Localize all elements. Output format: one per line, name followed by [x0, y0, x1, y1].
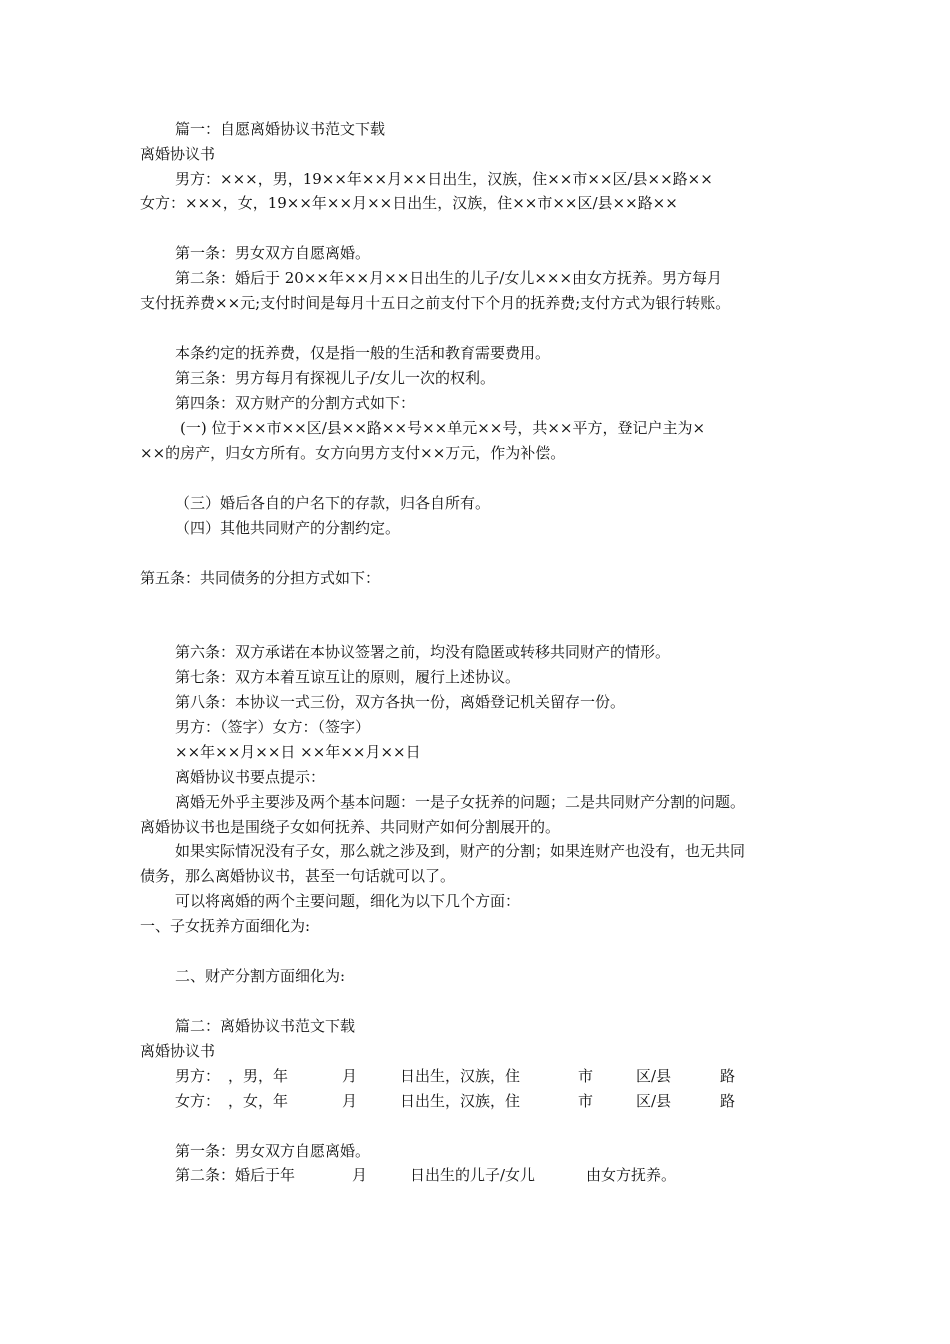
part1-female-info: 女方：×××，女，19××年××月××日出生，汉族，住××市××区/县××路××	[140, 194, 678, 212]
part1-article-1: 第一条：男女双方自愿离婚。	[175, 244, 371, 262]
document-page: 篇一：自愿离婚协议书范文下载 离婚协议书 男方：×××，男，19××年××月××日出生，汉族，住××市××区/县××路×× 女方：×××，女，19××年××月××日出生，汉族，住××市××区/县××路×× 第一条：男女双方自愿离婚。 第二条：婚后于 20××年××月××日出生的儿子/女儿×××由女方抚养。男方每月 支付抚养费××元;支付时间是每月十五日之前支付下个月的抚养费;支付方式为银行转账。 本条约定的抚养费，仅是指一般的生活和教育需要费用。 第三条：男方每月有探视儿子/女儿一次的权利。 第四条：双方财产的分割方式如下： (一) 位于××市××区/县××路××号××单元××号，共××平方，登记户主为× ××的房产，归女方所有。女方向男方支付××万元，作为补偿。 （三）婚后各自的户名下的存款，归各自所有。 （四）其他共同财产的分割约定。 第五条：共同债务的分担方式如下： 第六条：双方承诺在本协议签署之前，均没有隐匿或转移共同财产的情形。 第七条：双方本着互谅互让的原则，履行上述协议。 第八条：本协议一式三份，双方各执一份，离婚登记机关留存一份。 男方：（签字）女方：（签字） ××年××月××日 ××年××月××日 离婚协议书要点提示： 离婚无外乎主要涉及两个基本问题：一是子女抚养的问题；二是共同财产分割的问题。 离婚协议书也是围绕子女如何抚养、共同财产如何分割展开的。 如果实际情况没有子女，那么就之涉及到，财产的分割；如果连财产也没有，也无共同 债务，那么离婚协议书，甚至一句话就可以了。 可以将离婚的两个主要问题，细化为以下几个方面： 一、子女抚养方面细化为: 二、财产分割方面细化为: 篇二：离婚协议书范文下载 离婚协议书 男方： ，男，年 月 日出生，汉族，住 市 区/县 路 女方： ，女，年 月 日出生，汉族，住 市 区/县 路 第一条：男女双方自愿离婚。 第二条：婚后于年 月 日出生的儿子/女儿 由女方抚养。	[140, 120, 746, 1184]
part2-article-1: 第一条：男女双方自愿离婚。	[175, 1142, 371, 1160]
part1-article-2-line1: 第二条：婚后于 20××年××月××日出生的儿子/女儿×××由女方抚养。男方每月	[175, 269, 723, 287]
part1-title: 离婚协议书	[140, 145, 216, 163]
tips-paragraph-1-line2: 离婚协议书也是围绕子女如何抚养、共同财产如何分割展开的。	[140, 818, 561, 836]
part1-dates: ××年××月××日 ××年××月××日	[175, 743, 421, 761]
part1-item-1-line1: (一) 位于××市××区/县××路××号××单元××号，共××平方，登记户主为×	[180, 419, 706, 437]
part1-heading: 篇一：自愿离婚协议书范文下载	[175, 120, 386, 138]
part1-article-4: 第四条：双方财产的分割方式如下：	[175, 394, 416, 412]
part1-item-1-line2: ××的房产，归女方所有。女方向男方支付××万元，作为补偿。	[140, 444, 566, 462]
tips-paragraph-3: 可以将离婚的两个主要问题，细化为以下几个方面：	[175, 892, 521, 910]
part1-article-3: 第三条：男方每月有探视儿子/女儿一次的权利。	[175, 369, 496, 387]
part1-article-2-line2: 支付抚养费××元;支付时间是每月十五日之前支付下个月的抚养费;支付方式为银行转账。	[140, 294, 731, 312]
part1-item-4: （四）其他共同财产的分割约定。	[175, 519, 401, 537]
part1-article-7: 第七条：双方本着互谅互让的原则，履行上述协议。	[175, 668, 521, 686]
part1-item-3: （三）婚后各自的户名下的存款，归各自所有。	[175, 494, 491, 512]
part2-heading: 篇二：离婚协议书范文下载	[175, 1017, 356, 1035]
section-property-division: 二、财产分割方面细化为:	[175, 967, 346, 985]
section-child-support: 一、子女抚养方面细化为:	[140, 917, 311, 935]
part1-article-5: 第五条：共同债务的分担方式如下：	[140, 569, 381, 587]
part1-male-info: 男方：×××，男，19××年××月××日出生，汉族，住××市××区/县××路××	[175, 170, 713, 188]
part1-article-8: 第八条：本协议一式三份，双方各执一份，离婚登记机关留存一份。	[175, 693, 626, 711]
part1-fee-note: 本条约定的抚养费，仅是指一般的生活和教育需要费用。	[175, 344, 551, 362]
part1-article-6: 第六条：双方承诺在本协议签署之前，均没有隐匿或转移共同财产的情形。	[175, 643, 671, 661]
tips-paragraph-2-line2: 债务，那么离婚协议书，甚至一句话就可以了。	[140, 867, 456, 885]
tips-heading: 离婚协议书要点提示：	[175, 768, 326, 786]
part2-title: 离婚协议书	[140, 1042, 216, 1060]
tips-paragraph-2-line1: 如果实际情况没有子女，那么就之涉及到，财产的分割；如果连财产也没有，也无共同	[175, 842, 746, 860]
tips-paragraph-1-line1: 离婚无外乎主要涉及两个基本问题：一是子女抚养的问题；二是共同财产分割的问题。	[175, 793, 746, 811]
part1-signature: 男方：（签字）女方：（签字）	[175, 718, 371, 736]
